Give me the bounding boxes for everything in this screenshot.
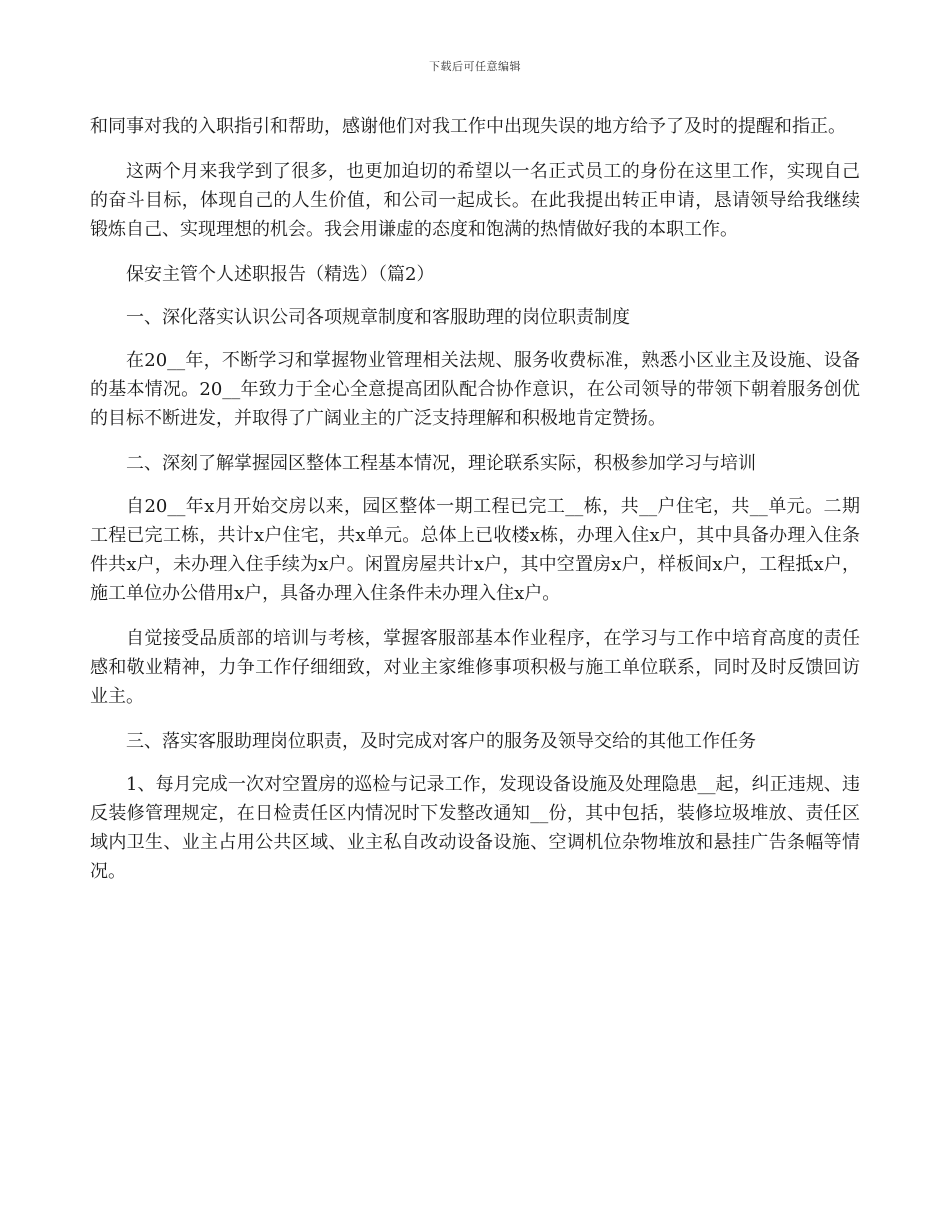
paragraph-2: 这两个月来我学到了很多，也更加迫切的希望以一名正式员工的身份在这里工作，实现自己的奋斗目标，体现自己的人生价值，和公司一起成长。在此我提出转正申请，恳请领导给我继续锻炼自己、实现理想的机会。我会用谦虚的态度和饱满的热情做好我的本职工作。 [90, 161, 860, 240]
paragraph-1: 和同事对我的入职指引和帮助，感谢他们对我工作中出现失误的地方给予了及时的提醒和指正。 [90, 116, 846, 137]
paragraph-3: 在20__年，不断学习和掌握物业管理相关法规、服务收费标准，熟悉小区业主及设施、设备的基本情况。20__年致力于全心全意提高团队配合协作意识，在公司领导的带领下朝着服务创优的目标不断进发，并取得了广阔业主的广泛支持理解和积极地肯定赞扬。 [90, 350, 860, 429]
header-note: 下载后可任意编辑 [429, 60, 521, 73]
paragraph-6: 1、每月完成一次对空置房的巡检与记录工作，发现设备设施及处理隐患__起，纠正违规、违反装修管理规定，在日检责任区内情况时下发整改通知__份，其中包括，装修垃圾堆放、责任区域内卫生、业主占用公共区域、业主私自改动设备设施、空调机位杂物堆放和悬挂广告条幅等情况。 [90, 774, 860, 882]
section-title: 保安主管个人述职报告（精选）（篇2） [126, 264, 435, 285]
heading-1: 一、深化落实认识公司各项规章制度和客服助理的岗位职责制度 [126, 307, 630, 328]
document-body [90, 112, 860, 902]
paragraph-4: 自20__年x月开始交房以来，园区整体一期工程已完工__栋，共__户住宅，共__单元。二期工程已完工栋，共计x户住宅，共x单元。总体上已收楼x栋，办理入住x户，其中具备办理入住条件共x户，未办理入住手续为x户。闲置房屋共计x户，其中空置房x户，样板间x户，工程抵x户，施工单位办公借用x户，具备办理入住条件未办理入住x户。 [90, 496, 860, 604]
heading-2: 二、深刻了解掌握园区整体工程基本情况，理论联系实际，积极参加学习与培训 [126, 453, 756, 474]
paragraph-5: 自觉接受品质部的培训与考核，掌握客服部基本作业程序，在学习与工作中培育高度的责任感和敬业精神，力争工作仔细细致，对业主家维修事项积极与施工单位联系，同时及时反馈回访业主。 [90, 628, 860, 707]
heading-3: 三、落实客服助理岗位职责，及时完成对客户的服务及领导交给的其他工作任务 [126, 731, 756, 752]
